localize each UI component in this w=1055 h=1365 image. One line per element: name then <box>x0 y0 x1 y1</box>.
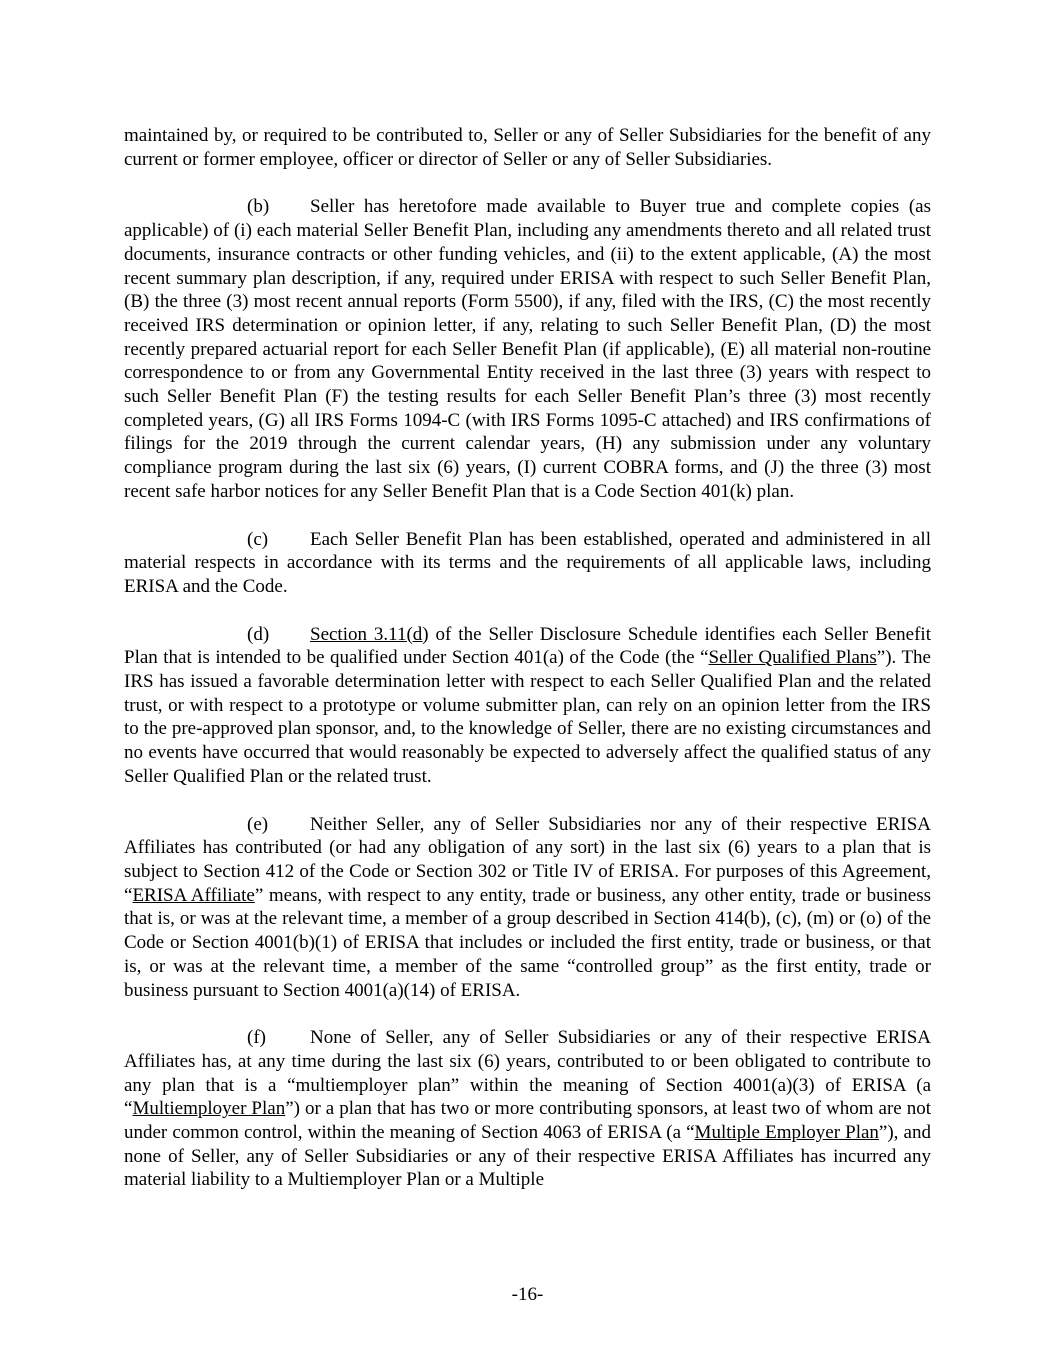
paragraph-text: None of Seller, any of Seller Subsidiaries or any of their respective ERISA Affiliates has, at any time during the last six (6) years, contributed to or been obligated to contribute to any plan that is a “multiemployer plan” within the meaning of Section 4001(a)(3) of ERISA (a “ <box>124 1027 931 1120</box>
paragraph-label: (d) <box>247 623 270 645</box>
paragraph-text: ”) or a plan that has two or more contributing sponsors, at least two of whom are not under common control, within the meaning of Section 4063 of ERISA (a “ <box>124 1098 931 1144</box>
paragraph-text: ”). The IRS has issued a favorable determination letter with respect to each Seller Qualified Plan and the related trust, or with respect to a prototype or volume submitter plan, can rely on an opinion letter from the IRS to the pre-approved plan sponsor, and, to the knowledge of Seller, there are no existing circumstances and no events have occurred that would reasonably be expected to adversely affect the qualified status of any Seller Qualified Plan or the related trust. <box>124 647 931 787</box>
page-number: -16- <box>511 1284 544 1305</box>
paragraph-b <box>124 195 931 503</box>
defined-term-multiemployer-plan: Multiemployer Plan <box>132 1098 286 1120</box>
defined-term-multiple-employer-plan: Multiple Employer Plan <box>694 1122 879 1144</box>
paragraph-text: of the Seller Disclosure Schedule identifies each Seller Benefit Plan that is intended to be qualified under Section 401(a) of the Code (the “ <box>124 623 931 669</box>
defined-term-seller-qualified-plans: Seller Qualified Plans <box>708 647 877 669</box>
paragraph-text: ” means, with respect to any entity, trade or business, any other entity, trade or business that is, or was at the relevant time, a member of a group described in Section 414(b), (c), (m) or (o) of the Code or Section 4001(b)(1) of ERISA that includes or included the first entity, trade or business, or that is, or was at the relevant time, a member of the same “controlled group” as the first entity, trade or business pursuant to Section 4001(a)(14) of ERISA. <box>124 884 932 1001</box>
paragraph-c <box>124 528 931 599</box>
paragraph-text: Each Seller Benefit Plan has been established, operated and administered in all material respects in accordance with its terms and the requirements of all applicable laws, including ERISA and the Code. <box>124 528 931 597</box>
paragraph-label: (c) <box>247 528 269 550</box>
paragraph-continuation <box>124 124 931 171</box>
paragraph-text: ”), and none of Seller, any of Seller Subsidiaries or any of their respective ERISA Affiliates has incurred any material liability to a Multiemployer Plan or a Multiple <box>124 1122 931 1191</box>
paragraph-text: maintained by, or required to be contributed to, Seller or any of Seller Subsidiaries for the benefit of any current or former employee, officer or director of Seller or any of Seller Subsidiaries. <box>124 125 931 170</box>
paragraph-label: (b) <box>247 196 270 218</box>
paragraph-text: Neither Seller, any of Seller Subsidiaries nor any of their respective ERISA Affiliates has contributed (or had any obligation of any sort) in the last six (6) years to a plan that is subject to Section 412 of the Code or Section 302 or Title IV of ERISA. For purposes of this Agreement, “ <box>124 813 931 906</box>
paragraph-label: (e) <box>247 813 269 835</box>
paragraph-e <box>124 813 931 1003</box>
paragraph-f <box>124 1026 931 1192</box>
paragraph-d <box>124 623 931 789</box>
paragraph-label: (f) <box>247 1027 266 1049</box>
paragraph-text: Seller has heretofore made available to Buyer true and complete copies (as applicable) of (i) each material Seller Benefit Plan, including any amendments thereto and all related trust documents, insurance contracts or other funding vehicles, and (ii) to the extent applicable, (A) the most recent summary plan description, if any, required under ERISA with respect to such Seller Benefit Plan, (B) the three (3) most recent annual reports (Form 5500), if any, filed with the IRS, (C) the most recently received IRS determination or opinion letter, if any, relating to such Seller Benefit Plan, (D) the most recently prepared actuarial report for each Seller Benefit Plan (if applicable), (E) all material non-routine correspondence to or from any Governmental Entity received in the last three (3) years with respect to such Seller Benefit Plan (F) the testing results for each Seller Benefit Plan’s three (3) most recently completed years, (G) all IRS Forms 1094-C (with IRS Forms 1095-C attached) and IRS confirmations of filings for the 2019 through the current calendar years, (H) any submission under any voluntary compliance program during the last six (6) years, (I) current COBRA forms, and (J) the three (3) most recent safe harbor notices for any Seller Benefit Plan that is a Code Section 401(k) plan. <box>124 196 931 502</box>
section-reference: Section 3.11(d) <box>310 623 429 645</box>
document-body <box>124 124 931 1216</box>
defined-term-erisa-affiliate: ERISA Affiliate <box>132 884 255 906</box>
